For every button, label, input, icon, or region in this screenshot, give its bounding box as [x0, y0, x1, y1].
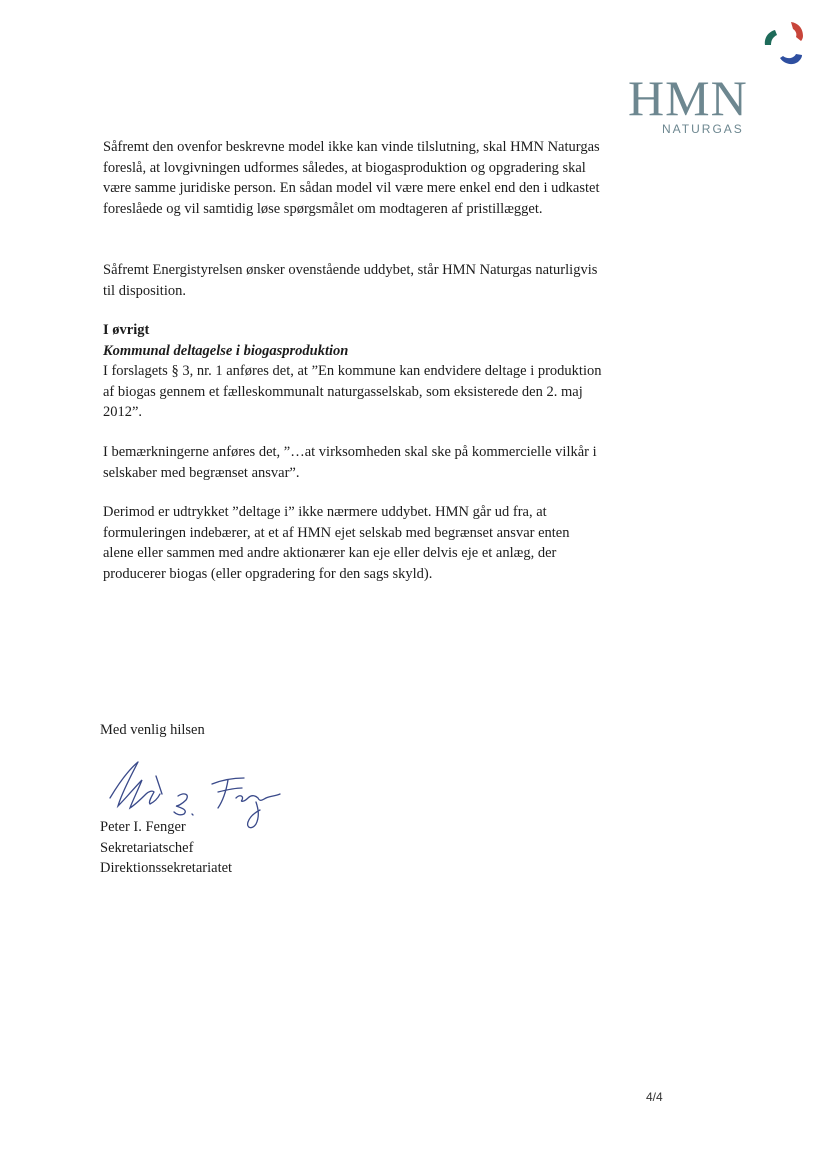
- paragraph-disposition: Såfremt Energistyrelsen ønsker ovenstående uddybet, står HMN Naturgas naturligvis til disposition.: [103, 262, 598, 299]
- paragraph-model: Såfremt den ovenfor beskrevne model ikke kan vinde tilslutning, skal HMN Naturgas foreslå, at lovgivningen udformes således, at biogasproduktion og opgradering skal være samme juridiske person. En sådan model vil være mere enkel end den i udkastet foreslåede og vil samtidig løse spørgsmålet om modtageren af pristillægget.: [103, 139, 600, 217]
- section-subheading: Kommunal deltagelse i biogasproduktion: [103, 342, 349, 359]
- signer-department: Direktionssekretariatet: [100, 860, 233, 876]
- signer-name: Peter I. Fenger: [100, 819, 186, 835]
- section-ovrigt: [103, 320, 603, 423]
- closing-greeting: Med venlig hilsen: [100, 722, 205, 738]
- paragraph-bemaerkninger: I bemærkningerne anføres det, ”…at virksomheden skal ske på kommercielle vilkår i selskaber med begrænset ansvar”.: [103, 444, 597, 481]
- hmn-naturgas-logo: [620, 18, 820, 143]
- logo-subtitle: NATURGAS: [662, 122, 744, 136]
- page-number: 4/4: [646, 1090, 663, 1104]
- paragraph-deltage: Derimod er udtrykket ”deltage i” ikke nærmere uddybet. HMN går ud fra, at formuleringen indebærer, at et af HMN ejet selskab med begrænset ansvar enten alene eller sammen med andre aktionærer kan eje eller delvis eje et anlæg, der producerer biogas (eller opgradering for den sags skyld).: [103, 504, 570, 582]
- section-text: I forslagets § 3, nr. 1 anføres det, at ”En kommune kan endvidere deltage i produktion af biogas gennem et fælleskommunalt naturgasselskab, som eksisterede den 2. maj 2012”.: [103, 363, 602, 420]
- logo-mark-icon: [755, 18, 815, 78]
- signer-title: Sekretariatschef: [100, 839, 194, 856]
- logo-text: HMN: [628, 70, 748, 126]
- signer-block: [100, 817, 232, 879]
- section-heading: I øvrigt: [103, 322, 150, 338]
